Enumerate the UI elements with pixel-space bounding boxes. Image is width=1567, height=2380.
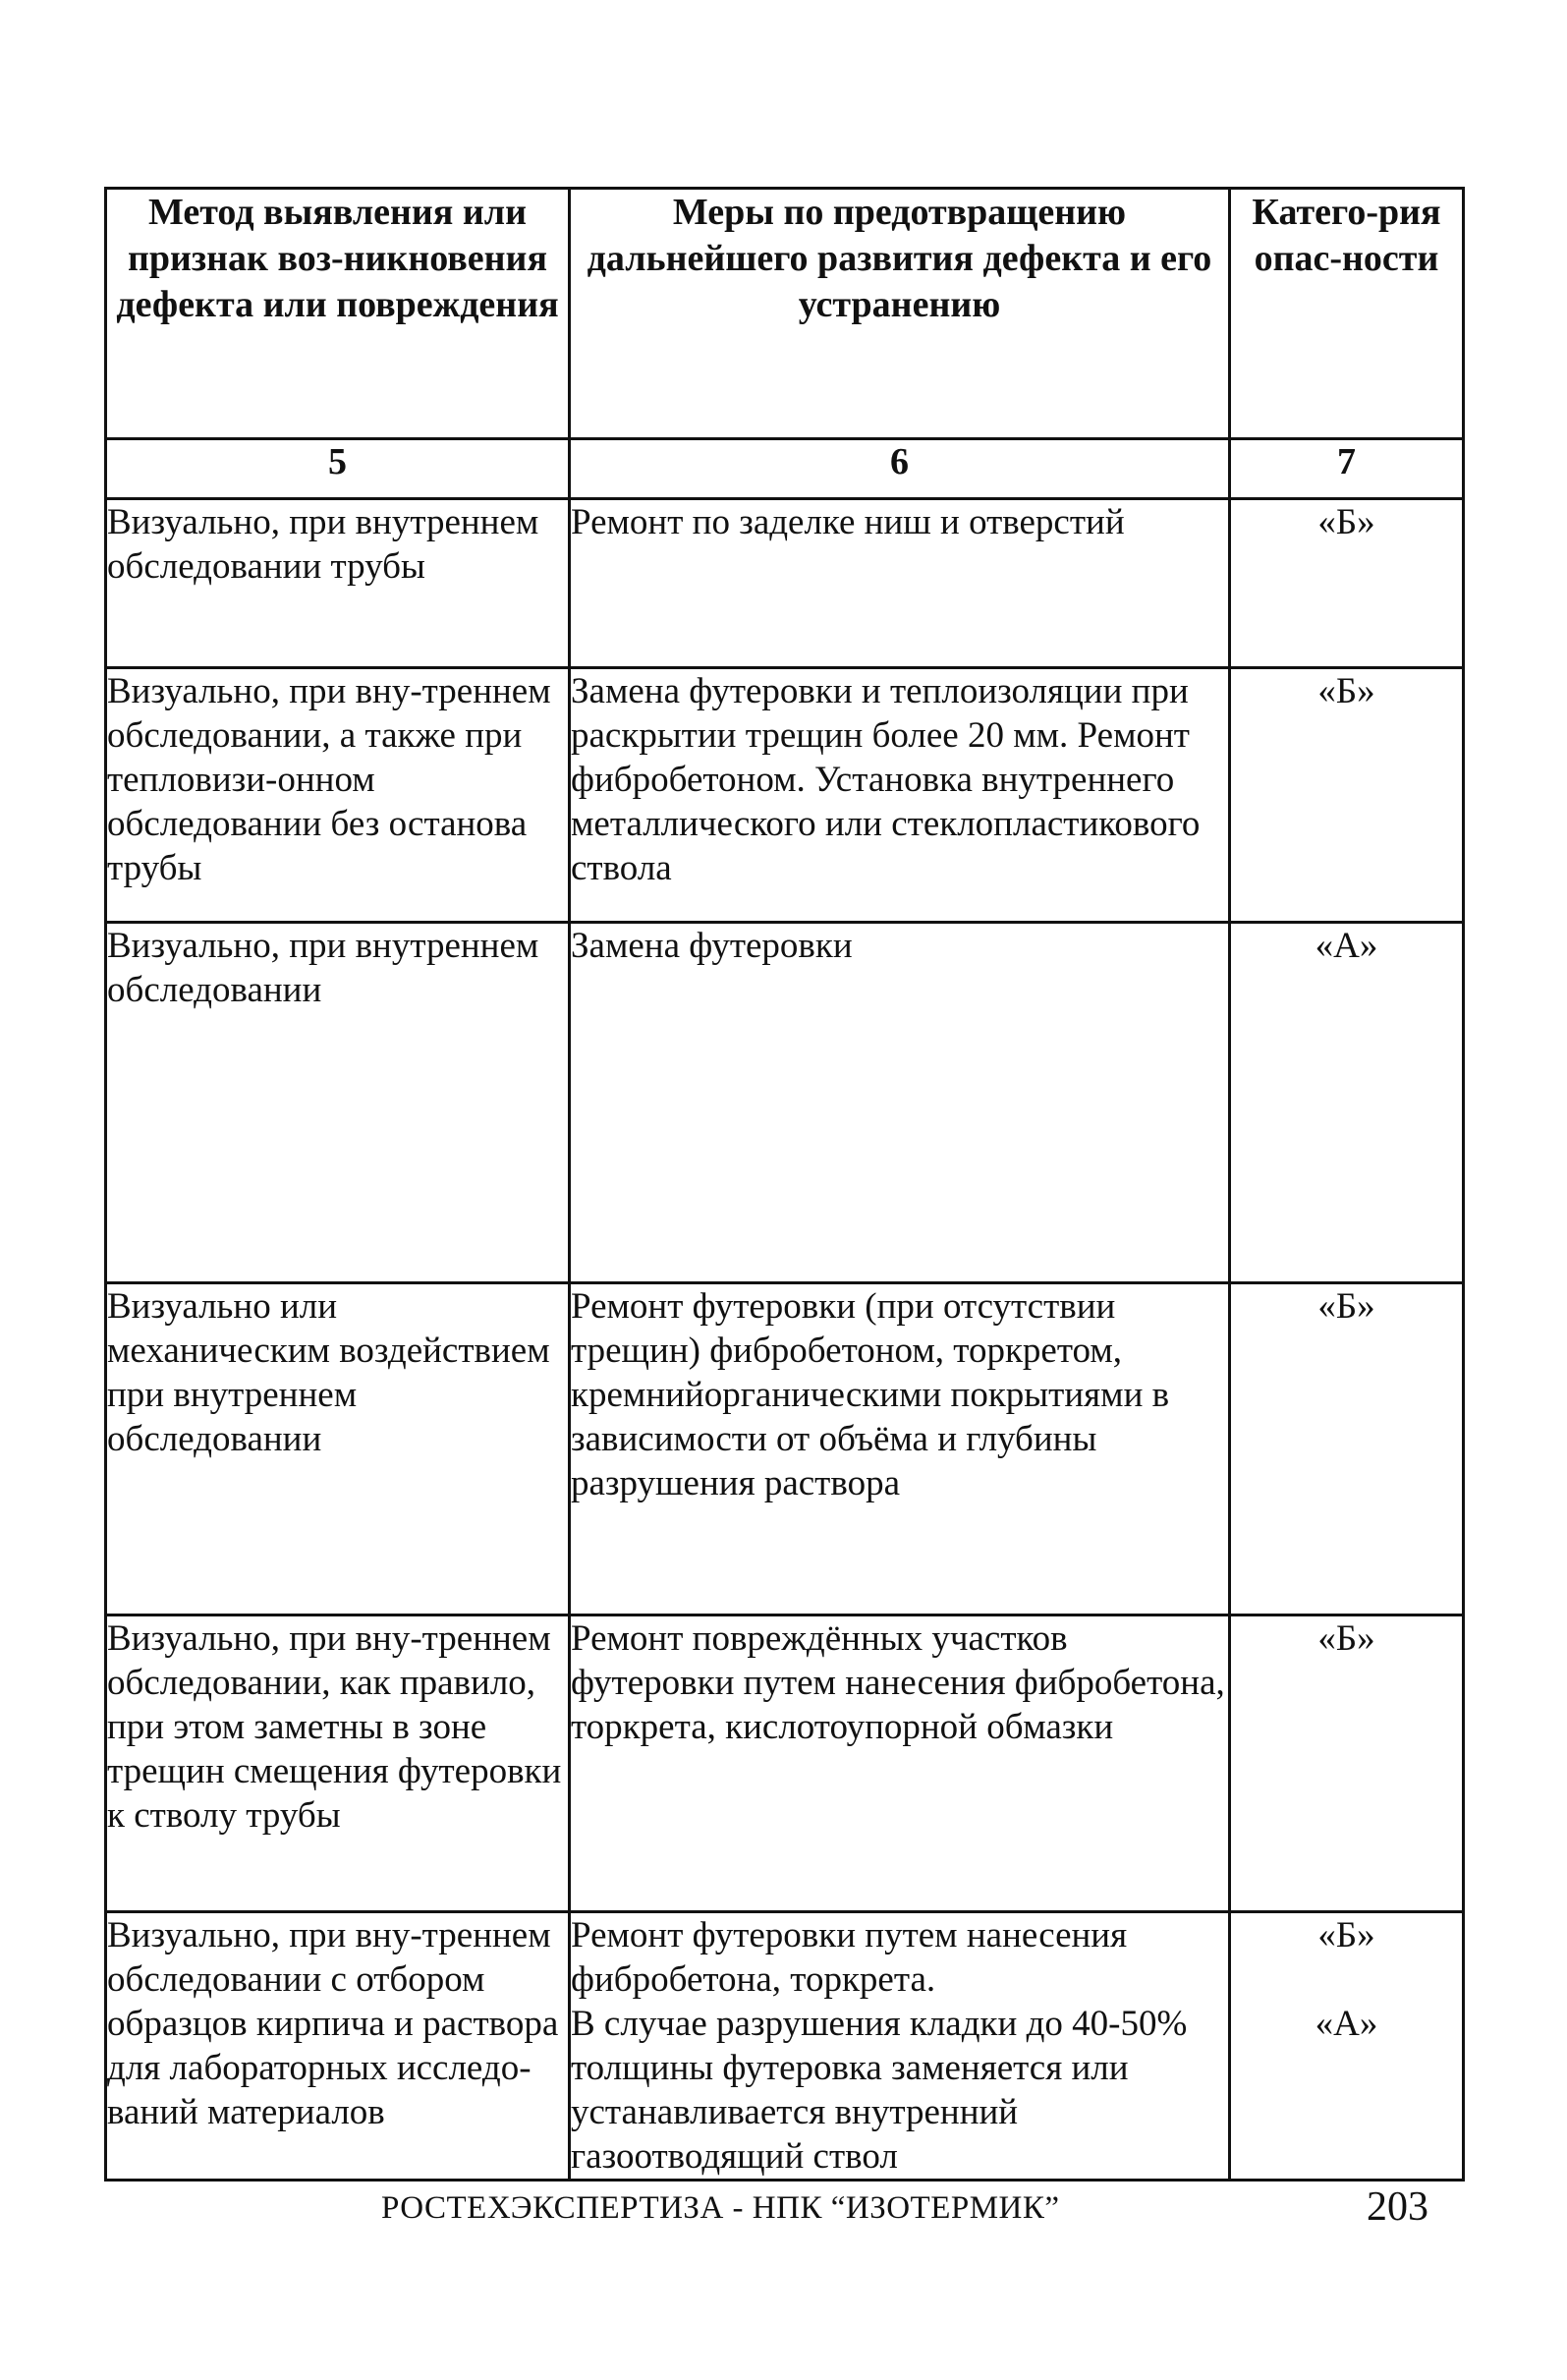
header-category: Катего-рия опас-ности [1230,189,1464,439]
measures-text: В случае разрушения кладки до 40-50% толщины футеровка заменяется или устанавливается внутренний газоотводящий ствол [571,2004,1188,2177]
method-cell: Визуально, при вну-треннем обследовании с отбором образцов кирпича и раствора для лабораторных исследо-ваний материалов [106,1912,570,2181]
category-cell [1230,923,1464,1283]
category-value: «Б» [1317,671,1375,711]
page-number: 203 [1367,2184,1428,2230]
category-value: «А» [1315,2004,1378,2044]
category-cell [1230,668,1464,923]
table-row [106,499,1464,668]
measures-text: Ремонт футеровки (при отсутствии трещин) фибробетоном, торкретом, кремнийорганическими покрытиями в зависимости от объёма и глубины разрушения раствора [571,1286,1170,1503]
measures-cell [570,499,1230,668]
column-number: 6 [570,439,1230,499]
category-value: «Б» [1317,1915,1375,1955]
category-cell [1230,1283,1464,1615]
measures-cell [570,668,1230,923]
method-cell: Визуально, при внутреннем обследовании [106,923,570,1283]
category-cell [1230,1615,1464,1912]
category-stack [1231,1913,1462,2046]
measures-cell [570,1912,1230,2181]
table-row [106,1615,1464,1912]
publisher-footer: РОСТЕХЭКСПЕРТИЗА - НПК “ИЗОТЕРМИК” [381,2190,1060,2226]
category-value: «Б» [1317,1618,1375,1659]
category-value: «Б» [1317,502,1375,542]
category-value: «А» [1315,926,1378,966]
category-gap [1231,1957,1462,2002]
column-number: 7 [1230,439,1464,499]
measures-cell [570,1615,1230,1912]
column-number: 5 [106,439,570,499]
table-row [106,1283,1464,1615]
defects-table [104,187,1465,2182]
method-cell: Визуально, при внутреннем обследовании трубы [106,499,570,668]
measures-text: Ремонт по заделке ниш и отверстий [571,502,1125,542]
measures-text: Ремонт футеровки путем нанесения фибробетона, торкрета. [571,1915,1128,2000]
table-row [106,668,1464,923]
category-cell [1230,1912,1464,2181]
table-header-row [106,189,1464,439]
method-cell: Визуально, при вну-треннем обследовании, а также при тепловизи-онном обследовании без останова трубы [106,668,570,923]
table-row [106,1912,1464,2181]
header-method: Метод выявления или признак воз-никновения дефекта или повреждения [106,189,570,439]
measures-cell [570,1283,1230,1615]
column-number-row [106,439,1464,499]
category-value: «Б» [1317,1286,1375,1327]
method-cell: Визуально или механическим воздействием при внутреннем обследовании [106,1283,570,1615]
category-cell [1230,499,1464,668]
measures-text: Ремонт повреждённых участков футеровки путем нанесения фибробетона, торкрета, кислотоупорной обмазки [571,1618,1225,1747]
header-measures: Меры по предотвращению дальнейшего развития дефекта и его устранению [570,189,1230,439]
measures-text: Замена футеровки [571,926,853,966]
measures-text: Замена футеровки и теплоизоляции при раскрытии трещин более 20 мм. Ремонт фибробетоном. Установка внутреннего металлического или стеклопластикового ствола [571,671,1201,888]
table-row [106,923,1464,1283]
measures-cell [570,923,1230,1283]
method-cell: Визуально, при вну-треннем обследовании, как правило, при этом заметны в зоне трещин смещения футеровки к стволу трубы [106,1615,570,1912]
